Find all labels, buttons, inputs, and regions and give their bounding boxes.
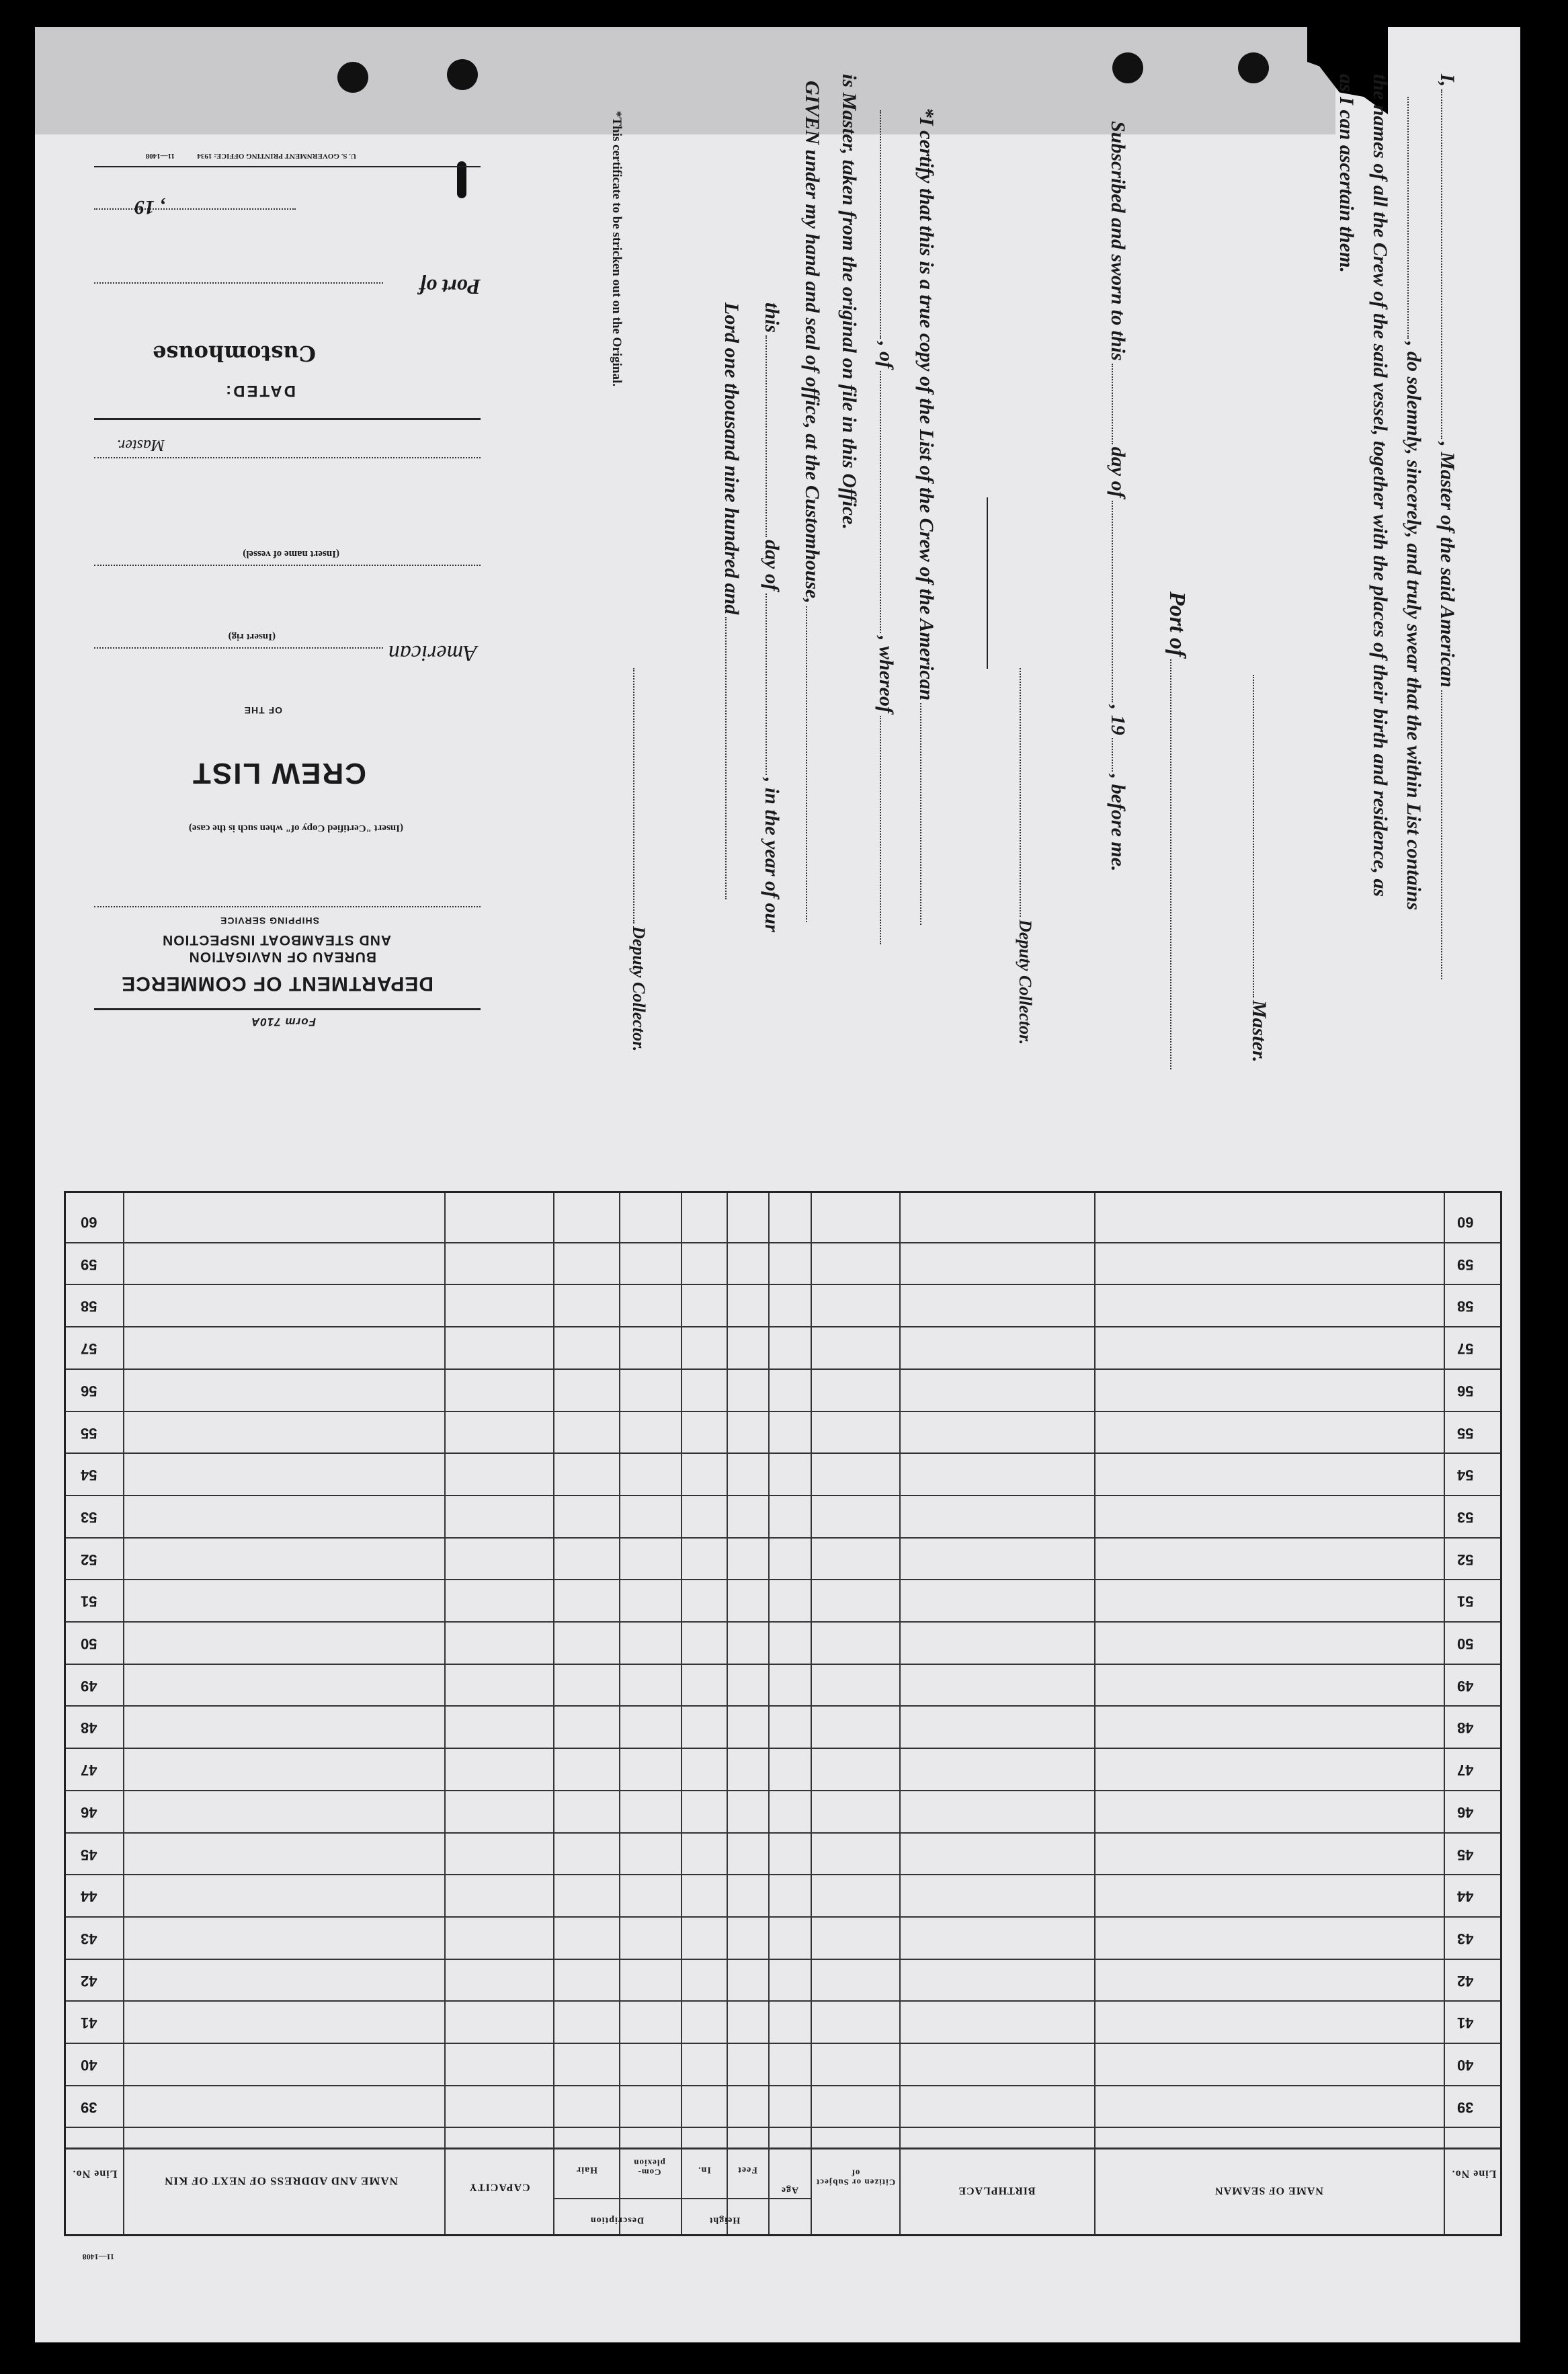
table-row: [66, 1916, 1500, 1918]
row-number-left: 54: [81, 1467, 97, 1484]
oath-deputy: [1015, 665, 1035, 1045]
row-number-right: 57: [1457, 1340, 1474, 1358]
row-number-right: 50: [1457, 1635, 1474, 1652]
cert-line-5: [760, 302, 783, 932]
punch-hole: [447, 59, 478, 90]
row-number-right: 55: [1457, 1424, 1474, 1442]
row-number-left: 40: [81, 2057, 97, 2074]
oath-i: I,: [1436, 74, 1458, 87]
header-citizen: Citizen or Subject of: [815, 2168, 896, 2188]
row-number-left: 39: [81, 2098, 97, 2116]
of-the-label: OF THE: [243, 705, 282, 716]
cover-master-label: Master.: [116, 436, 165, 454]
row-number-right: 44: [1457, 1888, 1474, 1906]
row-number-right: 58: [1457, 1298, 1474, 1315]
table-row: [66, 1579, 1500, 1580]
cert-text-3: is Master, taken from the original on file in this Office.: [838, 74, 860, 530]
row-number-right: 49: [1457, 1677, 1474, 1694]
row-number-right: 54: [1457, 1467, 1474, 1484]
row-number-right: 48: [1457, 1719, 1474, 1737]
cert-day-of: day of: [761, 540, 783, 591]
day-of-label: day of: [1107, 446, 1129, 498]
table-row: [66, 1368, 1500, 1370]
col-divider: [619, 1193, 620, 2234]
row-number-left: 51: [81, 1593, 97, 1610]
table-row: [66, 1705, 1500, 1707]
oath-master-label: Master.: [1248, 1000, 1270, 1063]
cert-text-4: GIVEN under my hand and seal of office, at the Customhouse,: [801, 81, 823, 604]
row-number-left: 52: [81, 1551, 97, 1568]
row-number-left: 49: [81, 1677, 97, 1694]
row-number-right: 56: [1457, 1382, 1474, 1399]
col-divider: [899, 1193, 901, 2234]
header-age: Age: [780, 2184, 799, 2195]
cert-text-6: Lord one thousand nine hundred and: [720, 302, 743, 615]
row-number-left: 45: [81, 1846, 97, 1863]
table-row: [66, 1621, 1500, 1623]
header-height: Height: [708, 2215, 741, 2225]
port-of-label: Port of: [1165, 591, 1190, 657]
year-19: , 19: [1107, 704, 1129, 735]
row-number-left: 46: [81, 1803, 97, 1821]
row-number-left: 43: [81, 1930, 97, 1947]
row-number-left: 60: [81, 1214, 97, 1231]
punch-hole: [1112, 52, 1143, 83]
cert-line-1: [915, 108, 938, 928]
row-number-right: 46: [1457, 1803, 1474, 1821]
row-number-left: 55: [81, 1424, 97, 1442]
oath-subscribed: [1106, 121, 1129, 872]
oath-line-1: [1436, 74, 1458, 982]
table-row: [66, 2000, 1500, 2002]
american-label: American: [388, 641, 477, 665]
row-number-right: 59: [1457, 1256, 1474, 1273]
table-row: [66, 1537, 1500, 1539]
cover-dotted-rule: [94, 906, 481, 909]
subscribed-text: Subscribed and sworn to this: [1107, 121, 1129, 361]
row-number-left: 59: [81, 1256, 97, 1273]
row-number-left: 41: [81, 2014, 97, 2032]
row-number-left: 58: [81, 1298, 97, 1315]
cert-line-6: [720, 302, 743, 902]
oath-line-2: [1402, 94, 1425, 910]
table-row: [66, 2085, 1500, 2086]
header-top-border: [66, 2147, 1500, 2150]
col-divider: [811, 1193, 812, 2234]
row-number-right: 47: [1457, 1762, 1474, 1779]
crew-table: [64, 1191, 1502, 2236]
table-form-no: 11—1408: [82, 2252, 114, 2262]
row-number-left: 50: [81, 1635, 97, 1652]
customhouse-label: Customhouse: [153, 341, 316, 366]
oath-line-3: [1368, 74, 1391, 897]
row-number-left: 56: [81, 1382, 97, 1399]
header-inches: In.: [698, 2164, 711, 2175]
printing-office: U. S. GOVERNMENT PRINTING OFFICE: 1934: [197, 152, 356, 160]
port-line: [94, 282, 383, 284]
row-number-right: 45: [1457, 1846, 1474, 1863]
seal-line: [987, 497, 988, 669]
row-number-left: 57: [81, 1340, 97, 1358]
table-row: [66, 1832, 1500, 1834]
table-row: [66, 2043, 1500, 2044]
cover-rule-2: [94, 418, 481, 420]
col-divider: [1444, 1193, 1445, 2234]
bureau-line-2: AND STEAMBOAT INSPECTION: [162, 932, 391, 948]
punch-hole: [337, 62, 368, 93]
table-row: [66, 1452, 1500, 1454]
row-number-right: 52: [1457, 1551, 1474, 1568]
table-row: [66, 1790, 1500, 1791]
cert-line-2: [874, 108, 897, 947]
shipping-service: SHIPPING SERVICE: [219, 915, 319, 926]
header-sub-border: [553, 2198, 811, 2199]
table-row: [66, 1874, 1500, 1875]
row-number-right: 53: [1457, 1508, 1474, 1526]
cover-port-of: Port of: [419, 275, 481, 299]
table-row: [66, 1495, 1500, 1496]
oath-port: [1164, 591, 1190, 1072]
punch-hole: [1238, 52, 1269, 83]
row-number-left: 53: [81, 1508, 97, 1526]
col-divider: [1094, 1193, 1096, 2234]
header-name-of-seaman: NAME OF SEAMAN: [1214, 2184, 1323, 2197]
row-number-right: 39: [1457, 2098, 1474, 2116]
cert-line-3: [837, 74, 860, 530]
before-me: , before me.: [1107, 774, 1129, 872]
year-line: [94, 208, 296, 210]
row-number-right: 60: [1457, 1214, 1474, 1231]
cert-whereof: , whereof: [875, 636, 897, 713]
col-divider: [123, 1193, 124, 2234]
insert-rig-note: (Insert rig): [228, 631, 276, 642]
header-line-no-right: Line No.: [1451, 2168, 1497, 2180]
cert-text-1: *I certify that this is a true copy of the List of the Crew of the American: [915, 108, 938, 701]
rig-line: [94, 647, 383, 649]
cover-rule: [94, 1008, 481, 1010]
row-number-right: 51: [1457, 1593, 1474, 1610]
table-row: [66, 1411, 1500, 1412]
dated-label: DATED:: [224, 382, 296, 400]
row-number-right: 41: [1457, 2014, 1474, 2032]
header-feet: Feet: [737, 2164, 757, 2175]
oath-text-3: the names of all the Crew of the said vessel, together with the places of their birth and residence, as: [1369, 74, 1391, 897]
bureau-line-1: BUREAU OF NAVIGATION: [188, 949, 376, 965]
row-number-right: 43: [1457, 1930, 1474, 1947]
col-divider: [444, 1193, 446, 2234]
header-complexion: Com- plexion: [633, 2158, 665, 2178]
header-description: Description: [589, 2215, 645, 2225]
row-number-left: 42: [81, 1972, 97, 1990]
col-divider: [553, 1193, 554, 2234]
table-row: [66, 1326, 1500, 1327]
crew-list-title: CREW LIST: [192, 757, 366, 790]
col-divider: [727, 1193, 728, 2234]
oath-text-4: as I can ascertain them.: [1335, 74, 1358, 273]
cert-this: this: [761, 302, 783, 333]
oath-master-said: , Master of the said American: [1436, 442, 1458, 688]
table-row: [66, 1664, 1500, 1665]
oath-master-line: [1247, 672, 1270, 1063]
oath-text-2: , do solemnly, sincerely, and truly swear that the within List contains: [1403, 341, 1425, 911]
table-row: [66, 2127, 1500, 2128]
oath-line-4: [1335, 74, 1358, 273]
cover-form-no: 11—1408: [145, 152, 175, 160]
cover-top-rule: [94, 166, 481, 167]
row-number-left: 47: [81, 1762, 97, 1779]
header-birthplace: BIRTHPLACE: [958, 2184, 1036, 2197]
cert-deputy-label: Deputy Collector.: [629, 926, 649, 1052]
cert-of: , of: [875, 341, 897, 368]
col-divider: [768, 1193, 770, 2234]
insert-vessel-note: (Insert name of vessel): [243, 548, 339, 559]
form-number: Form 710A: [251, 1016, 316, 1028]
cert-line-4: [800, 81, 823, 925]
department-title: DEPARTMENT OF COMMERCE: [121, 973, 434, 995]
header-next-of-kin: NAME AND ADDRESS OF NEXT OF KIN: [164, 2174, 398, 2188]
cover-year: , 19: [134, 196, 165, 218]
row-number-right: 42: [1457, 1972, 1474, 1990]
table-row: [66, 1284, 1500, 1285]
row-number-left: 48: [81, 1719, 97, 1737]
header-line-no: Line No.: [72, 2168, 118, 2180]
certified-note: (Insert "Certified Copy of" when such is the case): [188, 823, 403, 833]
table-row: [66, 1959, 1500, 1960]
row-number-right: 40: [1457, 2057, 1474, 2074]
header-capacity: CAPACITY: [468, 2181, 530, 2193]
header-hair: Hair: [576, 2164, 597, 2175]
cert-footnote: *This certificate to be stricken out on the Original.: [610, 111, 624, 387]
table-row: [66, 1242, 1500, 1243]
row-number-left: 44: [81, 1888, 97, 1906]
cert-deputy: [628, 665, 649, 1051]
vessel-line: [94, 565, 481, 566]
col-divider: [681, 1193, 682, 2234]
master-line: [94, 457, 481, 458]
cert-year-of-our: , in the year of our: [761, 777, 783, 932]
deputy-collector-label: Deputy Collector.: [1016, 919, 1035, 1045]
top-binding-strip: [35, 27, 1335, 134]
table-row: [66, 1748, 1500, 1749]
